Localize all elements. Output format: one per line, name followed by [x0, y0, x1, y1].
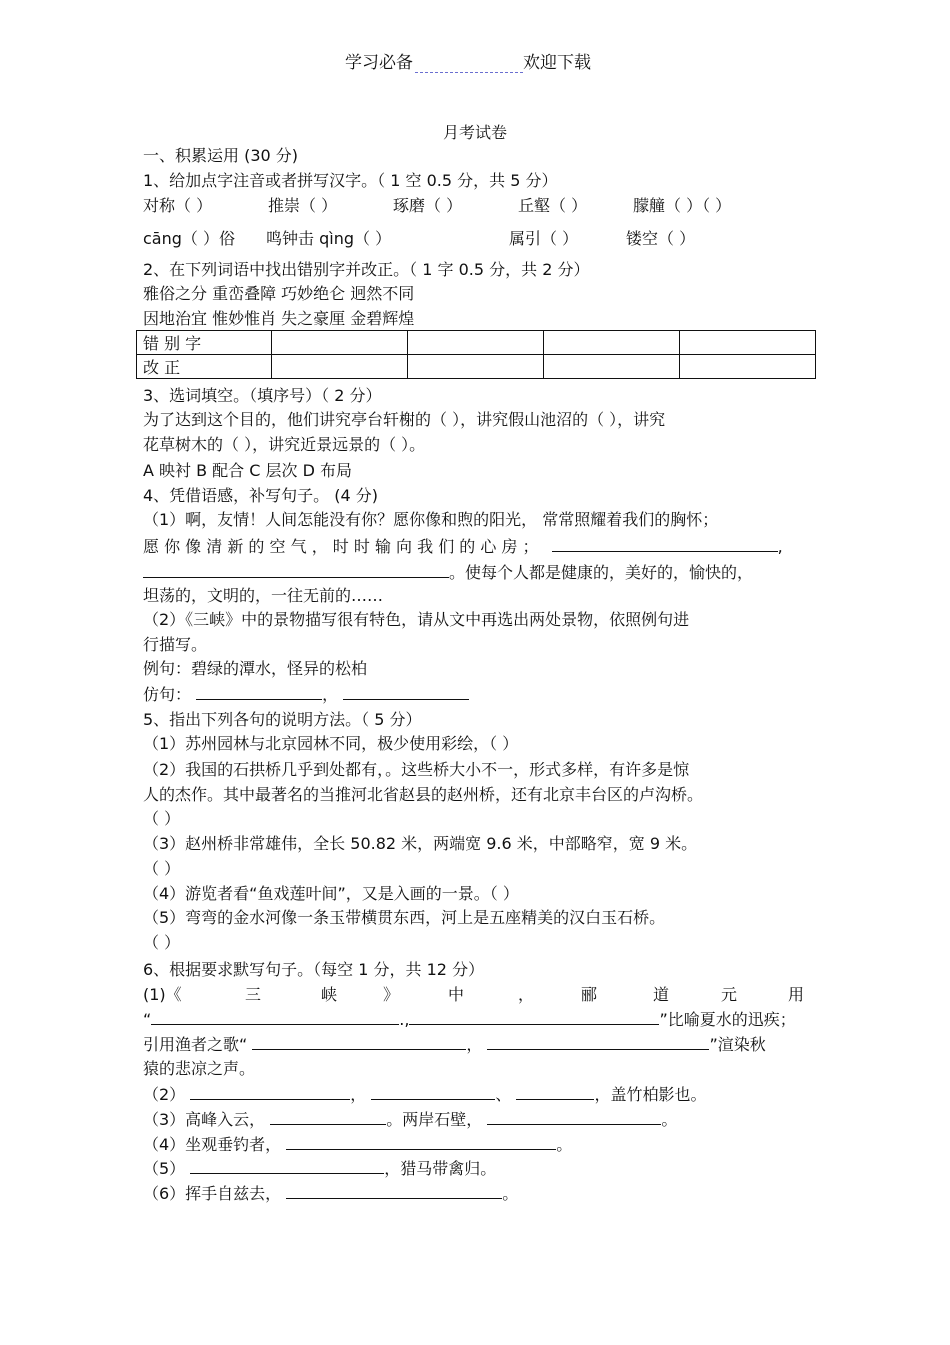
blank[interactable]: [190, 1083, 350, 1100]
q4-line-6: 行描写。: [143, 635, 208, 654]
q5-line-2: （2）我国的石拱桥几乎到处都有，。这些桥大小不一，形式多样，有许多是惊: [143, 760, 690, 779]
q1-item: 丘壑（ ）: [518, 196, 588, 215]
q5-line-8: （5）弯弯的金水河像一条玉带横贯东西，河上是五座精美的汉白玉石桥。: [143, 908, 666, 927]
q6-line-6-start: （3）高峰入云，: [143, 1110, 266, 1129]
blank[interactable]: [151, 1008, 399, 1025]
q6-line-4: 猿的悲凉之声。: [143, 1059, 256, 1078]
q1-item: 推崇（ ）: [268, 196, 338, 215]
row-header-fix: 改 正: [137, 355, 272, 379]
blank[interactable]: [371, 1083, 495, 1100]
blank[interactable]: [409, 1008, 659, 1025]
header-dashed-line: [415, 54, 523, 73]
q5-line-5: （3）赵州桥非常雄伟，全长 50.82 米，两端宽 9.6 米，中部略窄，宽 9 米。: [143, 834, 698, 853]
q5-line-7: （4）游览者看“鱼戏莲叶间”，又是入画的一景。（ ）: [143, 884, 519, 903]
blank[interactable]: [196, 683, 322, 700]
blank[interactable]: [286, 1133, 556, 1150]
q4-imitation-label: 仿句：: [143, 685, 192, 704]
header-right: 欢迎下载: [523, 53, 591, 73]
page-header: [345, 48, 591, 73]
q3-prompt: 3、选词填空。（填序号）（ 2 分）: [143, 386, 382, 405]
q6-word: 郦: [581, 985, 598, 1004]
q6-line-2-end: ”比喻夏水的迅疾；: [659, 1010, 796, 1029]
q1-item: 镂空（ ）: [626, 229, 696, 248]
blank[interactable]: [516, 1083, 594, 1100]
blank[interactable]: [343, 683, 469, 700]
q2-words-1: 雅俗之分 重峦叠障 巧妙绝仑 迥然不同: [143, 284, 415, 303]
q6-line-7: （4）坐观垂钓者， 。: [143, 1135, 573, 1154]
answer-cell[interactable]: [408, 355, 544, 379]
q4-line-5: （2）《三峡》中的景物描写很有特色，请从文中再选出两处景物，依照例句进: [143, 610, 690, 629]
answer-cell[interactable]: [680, 355, 816, 379]
q6-line-9: （6）挥手自兹去， 。: [143, 1184, 519, 1203]
q6-word: 用: [788, 985, 805, 1004]
q4-line-2-text: 愿 你 像 清 新 的 空 气 ， 时 时 输 向 我 们 的 心 房 ；: [143, 537, 539, 556]
correction-table: [136, 330, 816, 379]
q6-word: 元: [721, 985, 738, 1004]
q6-line-3-start: 引用渔者之歌“: [143, 1035, 248, 1054]
header-left: 学习必备: [345, 53, 413, 73]
q6-line-6-mid: 。两岸石壁，: [386, 1110, 483, 1129]
answer-cell[interactable]: [544, 331, 680, 355]
q5-line-1: （1）苏州园林与北京园林不同，极少使用彩绘，（ ）: [143, 734, 519, 753]
q1-item: 对称（ ）: [143, 196, 213, 215]
q6-line-2: “ ., ”比喻夏水的迅疾；: [143, 1010, 796, 1029]
blank[interactable]: [190, 1157, 384, 1174]
q6-word: 三: [245, 985, 262, 1004]
answer-cell[interactable]: [544, 355, 680, 379]
row-header-wrong: 错 别 字: [137, 331, 272, 355]
q6-word: 峡: [321, 985, 338, 1004]
q6-line-3: 引用渔者之歌“ ， ”渲染秋: [143, 1035, 766, 1054]
q2-words-2: 因地治宜 惟妙惟肖 失之豪厘 金碧辉煌: [143, 309, 415, 328]
q4-line-3: [143, 561, 753, 584]
q6-word: (1)《: [143, 985, 182, 1004]
q3-line-1: 为了达到这个目的，他们讲究亭台轩榭的（ ），讲究假山池沼的（ ），讲究: [143, 410, 666, 429]
q6-word: 中: [448, 985, 465, 1004]
q2-prompt: 2、在下列词语中找出错别字并改正。（ 1 字 0.5 分，共 2 分）: [143, 260, 590, 279]
q1-item: 属引（ ）: [509, 229, 579, 248]
q1-item: 鸣钟击 qìng（ ）: [266, 229, 392, 248]
blank[interactable]: [252, 1033, 466, 1050]
q1-item: 朦艟（ ）（ ）: [633, 196, 732, 215]
q6-line-5: （2） ， 、 ，盖竹柏影也。: [143, 1085, 707, 1104]
q1-item: cāng（ ）俗: [143, 229, 235, 248]
q5-line-6: （ ）: [143, 859, 181, 878]
q5-prompt: 5、指出下列各句的说明方法。（ 5 分）: [143, 710, 422, 729]
blank[interactable]: [487, 1108, 661, 1125]
table-row: [137, 331, 816, 355]
answer-cell[interactable]: [408, 331, 544, 355]
q6-word: 道: [653, 985, 670, 1004]
q6-line-9-start: （6）挥手自兹去，: [143, 1184, 282, 1203]
q1-item: 琢磨（ ）: [393, 196, 463, 215]
q6-line-6: （3）高峰入云， 。两岸石壁， 。: [143, 1110, 678, 1129]
q6-line-8: [143, 1157, 496, 1180]
q6-line-3-end: ”渲染秋: [709, 1035, 766, 1054]
blank[interactable]: [487, 1033, 709, 1050]
answer-cell[interactable]: [272, 355, 408, 379]
q4-imitation: 仿句： ，: [143, 683, 469, 706]
q3-options: A 映衬 B 配合 C 层次 D 布局: [143, 461, 353, 480]
q4-prompt: 4、凭借语感，补写句子。 (4 分): [143, 486, 379, 505]
page-title: 月考试卷: [442, 123, 507, 142]
blank[interactable]: [286, 1182, 502, 1199]
q4-line-4: 坦荡的，文明的，一往无前的……: [143, 586, 384, 605]
blank[interactable]: [270, 1108, 386, 1125]
q6-line-5-end: ，盖竹柏影也。: [594, 1085, 707, 1104]
q6-line-8-start: （5）: [143, 1159, 186, 1178]
blank[interactable]: [143, 561, 449, 578]
q4-line-2: 愿 你 像 清 新 的 空 气 ， 时 时 输 向 我 们 的 心 房 ； ,: [143, 537, 783, 556]
q1-prompt: 1、给加点字注音或者拼写汉字。（ 1 空 0.5 分，共 5 分）: [143, 171, 558, 190]
q6-word: ，: [518, 985, 535, 1004]
blank[interactable]: [552, 535, 778, 552]
q4-line-1: （1）啊，友情！人间怎能没有你？愿你像和煦的阳光， 常常照耀着我们的胸怀；: [143, 510, 719, 529]
q5-line-9: （ ）: [143, 933, 181, 952]
q6-line-7-start: （4）坐观垂钓者，: [143, 1135, 282, 1154]
answer-cell[interactable]: [272, 331, 408, 355]
q6-word: 》: [383, 985, 400, 1004]
answer-cell[interactable]: [680, 331, 816, 355]
q3-line-2: 花草树木的（ ），讲究近景远景的（ ）。: [143, 435, 426, 454]
q4-example: 例句：碧绿的潭水，怪异的松柏: [143, 659, 368, 678]
q6-punct: .,: [399, 1010, 410, 1029]
q6-line-8-end: ，猎马带禽归。: [384, 1159, 497, 1178]
section-heading: 一、积累运用 (30 分): [143, 146, 299, 165]
q6-line-5-start: （2）: [143, 1085, 186, 1104]
table-row: [137, 355, 816, 379]
q5-line-3: 人的杰作。其中最著名的当推河北省赵县的赵州桥，还有北京丰台区的卢沟桥。: [143, 785, 704, 804]
q4-line-3-text: 。使每个人都是健康的，美好的，愉快的，: [449, 563, 754, 582]
q5-line-4: （ ）: [143, 809, 181, 828]
q6-prompt: 6、根据要求默写句子。（每空 1 分，共 12 分）: [143, 960, 485, 979]
